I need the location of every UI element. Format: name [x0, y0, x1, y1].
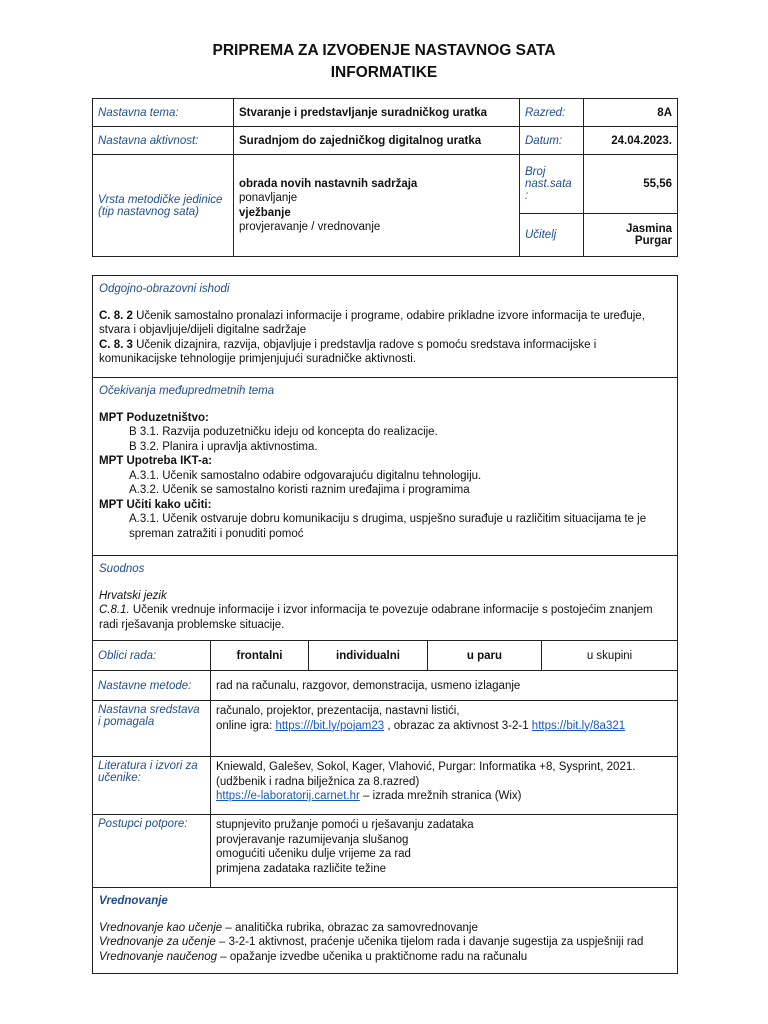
title-line-1: PRIPREMA ZA IZVOĐENJE NASTAVNOG SATA — [212, 42, 556, 59]
vrsta-item: obrada novih nastavnih sadržaja — [239, 177, 418, 190]
oblik-option: u skupini — [542, 641, 678, 671]
oblik-option: u paru — [428, 641, 542, 671]
sredstva-value: računalo, projektor, prezentacija, nastavni listići, online igra: https:///bit.ly/pojam23 , obrazac za aktivnost 3-2-1 https://bit.ly/8a321 — [211, 701, 678, 757]
mpt-group-title: MPT Poduzetništvo: — [99, 411, 209, 424]
e-laboratorij-link[interactable]: https://e-laboratorij.carnet.hr — [216, 790, 360, 802]
vrsta-label: Vrsta metodičke jedinice (tip nastavnog sata) — [93, 155, 234, 257]
aktivnost-label: Nastavna aktivnost: — [93, 127, 234, 155]
vrednovanje-heading: Vrednovanje — [99, 895, 168, 907]
suodnos-subject: Hrvatski jezik — [99, 589, 167, 602]
mpt-item: B 3.1. Razvija poduzetničku ideju od koncepta do realizacije. — [129, 426, 438, 438]
postupak-item: stupnjevito pružanje pomoći u rješavanju zadataka — [216, 819, 474, 831]
mpt-group-title: MPT Upotreba IKT-a: — [99, 455, 213, 467]
postupak-item: omogućiti učeniku dulje vrijeme za rad — [216, 848, 411, 860]
oblik-option: frontalni — [211, 641, 309, 671]
metode-label: Nastavne metode: — [93, 671, 211, 701]
activity-form-link[interactable]: https://bit.ly/8a321 — [531, 719, 626, 732]
literatura-label: Literatura i izvori za učenike: — [93, 757, 211, 815]
postupak-item: provjeravanje razumijevanja slušanog — [216, 833, 409, 846]
oblici-label: Oblici rada: — [93, 641, 211, 671]
mpt-section — [93, 378, 678, 556]
vrednovanje-item: Vrednovanje kao učenje – analitička rubrika, obrazac za samovrednovanje — [99, 921, 478, 934]
tema-value: Stvaranje i predstavljanje suradničkog uratka — [234, 99, 520, 127]
mpt-item: A.3.2. Učenik se samostalno koristi raznim uređajima i programima — [129, 484, 470, 496]
razred-label: Razred: — [520, 99, 584, 127]
postupak-item: primjena zadataka različite težine — [216, 862, 387, 875]
vrsta-list — [234, 155, 520, 257]
tema-label: Nastavna tema: — [93, 99, 234, 127]
vrednovanje-item: Vrednovanje za učenje – 3-2-1 aktivnost, praćenje učenika tijelom rada i davanje sugestija za uspješniji rad — [99, 936, 644, 948]
sredstva-label: Nastavna sredstava i pomagala — [93, 701, 211, 757]
mpt-item: B 3.2. Planira i upravlja aktivnostima. — [129, 440, 318, 453]
title-line-2: INFORMATIKE — [330, 64, 438, 81]
vrsta-item: ponavljanje — [239, 192, 298, 204]
mpt-item: A.3.1. Učenik samostalno odabire odgovarajuću digitalnu tehnologiju. — [129, 469, 482, 482]
broj-value: 55,56 — [584, 155, 678, 214]
aktivnost-value: Suradnjom do zajedničkog digitalnog uratka — [234, 127, 520, 155]
vrednovanje-section — [93, 888, 678, 974]
header-table — [92, 98, 678, 257]
suodnos-heading: Suodnos — [99, 563, 145, 575]
datum-label: Datum: — [520, 127, 584, 155]
postupci-label: Postupci potpore: — [93, 815, 211, 888]
ishodi-section — [93, 276, 678, 378]
ucitelj-value: Jasmina Purgar — [584, 214, 678, 257]
mpt-item: A.3.1. Učenik ostvaruje dobru komunikaciju s drugima, uspješno surađuje u različitim situacijama te je spreman zatražiti i ponuditi pomoć — [129, 513, 647, 540]
ishodi-heading: Odgojno-obrazovni ishodi — [99, 283, 230, 295]
suodnos-text: C.8.1. Učenik vrednuje informacije i izvor informacija te povezuje odabrane informacije s postojećim znanjem radi rješavanja problemske situacije. — [99, 604, 653, 631]
metode-value: rad na računalu, razgovor, demonstracija, usmeno izlaganje — [211, 671, 678, 701]
mpt-group-title: MPT Učiti kako učiti: — [99, 498, 212, 511]
razred-value: 8A — [584, 99, 678, 127]
ishod-item: C. 8. 3 Učenik dizajnira, razvija, objavljuje i predstavlja radove s pomoću sredstava informacijske i komunikacijske tehnologije primjenjujući suradničke aktivnosti. — [99, 338, 597, 365]
postupci-value — [211, 815, 678, 888]
main-table — [92, 275, 678, 974]
broj-label: Broj nast.sata : — [520, 155, 584, 214]
vrsta-item: provjeravanje / vrednovanje — [239, 221, 381, 233]
page-title — [0, 40, 768, 84]
pojam-game-link[interactable]: https:///bit.ly/pojam23 — [275, 719, 385, 732]
oblik-option: individualni — [309, 641, 428, 671]
vrsta-item: vježbanje — [239, 206, 291, 219]
ishod-item: C. 8. 2 Učenik samostalno pronalazi informacije i programe, odabire prikladne izvore informacija te uređuje, stvara i objavljuje/dijeli digitalne sadržaje — [99, 309, 645, 336]
suodnos-section — [93, 556, 678, 641]
vrednovanje-item: Vrednovanje naučenog – opažanje izvedbe učenika u praktičnome radu na računalu — [99, 950, 528, 963]
ucitelj-label: Učitelj — [520, 214, 584, 257]
literatura-value: Kniewald, Galešev, Sokol, Kager, Vlahović, Purgar: Informatika +8, Sysprint, 2021. (udžbenik i radna bilježnica za 8.razred) https://e-laboratorij.carnet.hr – izrada mrežnih stranica (Wix) — [211, 757, 678, 815]
mpt-heading: Očekivanja međupredmetnih tema — [99, 385, 275, 397]
datum-value: 24.04.2023. — [584, 127, 678, 155]
